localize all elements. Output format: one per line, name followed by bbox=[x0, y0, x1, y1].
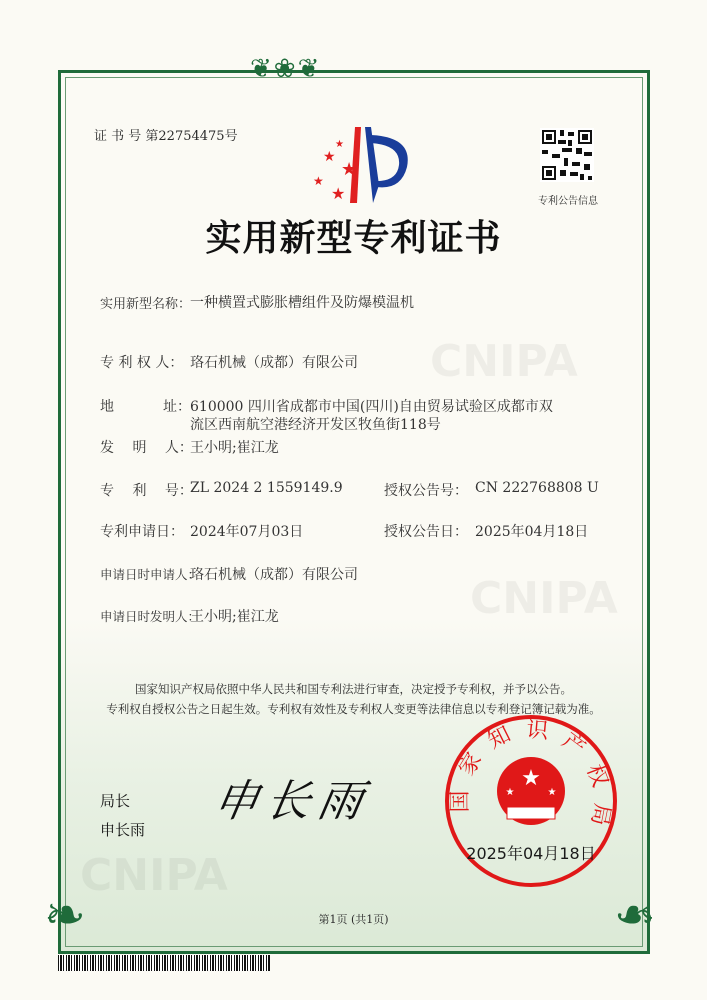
inventor-label: 发 明 人： bbox=[100, 440, 193, 456]
publication-date-label: 授权公告日： bbox=[384, 524, 468, 540]
address-label: 地 bbox=[100, 399, 114, 415]
page-title: 实用新型专利证书 bbox=[205, 217, 502, 259]
signature: 申长雨 bbox=[209, 776, 375, 827]
corner-ornament: ❧ bbox=[614, 886, 656, 944]
watermark: CNIPA bbox=[80, 850, 228, 901]
watermark: CNIPA bbox=[430, 336, 578, 387]
signatory-name: 申长雨 bbox=[100, 821, 146, 839]
corner-ornament: ❧ bbox=[44, 886, 86, 944]
name-value: 一种横置式膨胀槽组件及防爆模温机 bbox=[190, 295, 414, 311]
patent-number-label: 专 利 号： bbox=[100, 483, 193, 499]
svg-text:★: ★ bbox=[335, 139, 344, 150]
patentee-label: 专 利 权 人： bbox=[100, 355, 184, 371]
name-label: 实用新型名称： bbox=[100, 297, 192, 312]
svg-text:★: ★ bbox=[341, 159, 358, 180]
svg-text:★: ★ bbox=[505, 787, 515, 798]
patent-number-value: ZL 2024 2 1559149.9 bbox=[190, 480, 343, 496]
cnipa-logo bbox=[305, 125, 415, 205]
barcode bbox=[58, 955, 270, 971]
svg-text:★: ★ bbox=[331, 184, 346, 203]
publication-number-label: 授权公告号： bbox=[384, 483, 468, 499]
qr-label: 专利公告信息 bbox=[538, 196, 598, 207]
patentee-value: 珞石机械（成都）有限公司 bbox=[190, 355, 358, 371]
top-ornament: ❦❀❦ bbox=[250, 54, 322, 84]
svg-text:★: ★ bbox=[521, 766, 541, 791]
signatory-title: 局长 bbox=[100, 792, 131, 810]
svg-text:2025年04月18日: 2025年04月18日 bbox=[466, 844, 596, 863]
notice-line-2: 专利权自授权公告之日起生效。专利权有效性及专利权人变更等法律信息以专利登记簿记载为准。 bbox=[106, 702, 601, 716]
inventor-at-filing-value: 王小明;崔江龙 bbox=[190, 609, 279, 625]
application-date-value: 2024年07月03日 bbox=[190, 524, 304, 540]
official-seal bbox=[443, 713, 619, 889]
publication-number-value: CN 222768808 U bbox=[475, 480, 599, 496]
address-value: 610000 四川省成都市中国(四川)自由贸易试验区成都市双 bbox=[190, 399, 553, 415]
inventor-value: 王小明;崔江龙 bbox=[190, 440, 279, 456]
svg-text:★: ★ bbox=[547, 787, 557, 798]
applicant-at-filing-label: 申请日时申请人： bbox=[100, 567, 201, 582]
applicant-at-filing-value: 珞石机械（成都）有限公司 bbox=[190, 567, 358, 583]
publication-date-value: 2025年04月18日 bbox=[475, 524, 589, 540]
qr-code[interactable] bbox=[540, 128, 594, 182]
address-value: 流区西南航空港经济开发区牧鱼街118号 bbox=[190, 417, 441, 433]
address-label: 址： bbox=[163, 399, 191, 415]
application-date-label: 专利申请日： bbox=[100, 524, 184, 540]
inventor-at-filing-label: 申请日时发明人： bbox=[100, 609, 201, 624]
certificate-number: 证 书 号 第22754475号 bbox=[94, 129, 238, 144]
svg-text:★: ★ bbox=[313, 174, 324, 188]
svg-text:国家知识产权局: 国家知识产权局 bbox=[447, 717, 615, 828]
page-footer: 第1页 (共1页) bbox=[318, 913, 389, 926]
notice-line-1: 国家知识产权局依照中华人民共和国专利法进行审查，决定授予专利权，并予以公告。 bbox=[135, 682, 572, 696]
watermark: CNIPA bbox=[470, 573, 618, 624]
svg-text:★: ★ bbox=[323, 149, 336, 165]
